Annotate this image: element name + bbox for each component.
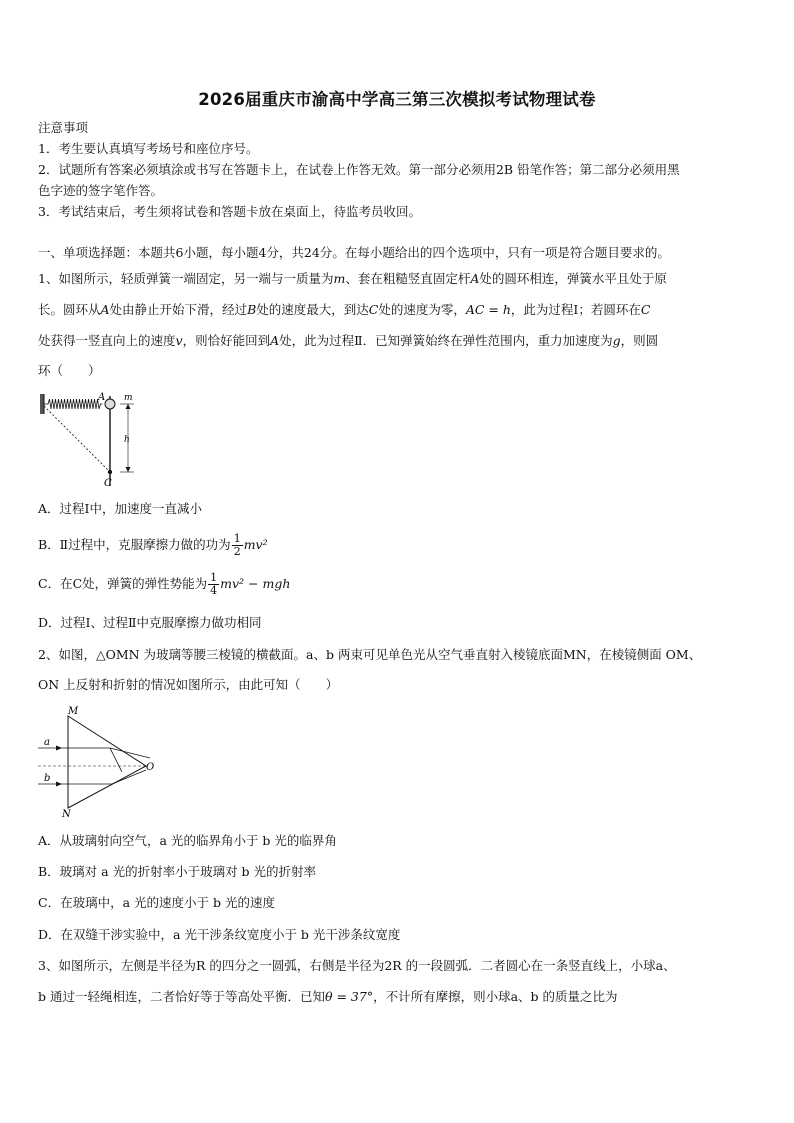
notice-item-2-cont: 色字迹的签字笔作答。	[38, 183, 164, 198]
q1-option-c: C．在C处，弹簧的弹性势能为 $\frac{1}{4}$ mv² − mgh	[38, 571, 291, 597]
q3-line-1: 3、如图所示，左侧是半径为R 的四分之一圆弧，右侧是半径为2R 的一段圆弧．二者圆心在一条竖直线上，小球a、	[38, 958, 676, 973]
notice-item-2: 2．试题所有答案必须填涂或书写在答题卡上，在试卷上作答无效。第一部分必须用2B 铅笔作答；第二部分必须用黑	[38, 162, 680, 177]
q3-line-2: b 通过一轻绳相连，二者恰好等于等高处平衡．已知θ = 37°，不计所有摩擦，则小球a、b 的质量之比为	[38, 989, 618, 1004]
q1-line-2: 长。圆环从A处由静止开始下滑，经过B处的速度最大，到达C处的速度为零，AC = h，此为过程Ⅰ；若圆环在C	[38, 302, 651, 317]
q1-line-1: 1、如图所示，轻质弹簧一端固定，另一端与一质量为m、套在粗糙竖直固定杆A处的圆环相连，弹簧水平且处于原	[38, 271, 667, 286]
section-heading: 一、单项选择题：本题共6小题，每小题4分，共24分。在每小题给出的四个选项中，只有一项是符合题目要求的。	[38, 245, 670, 260]
svg-text:N: N	[62, 809, 71, 818]
svg-text:C: C	[104, 478, 112, 489]
spring-shape	[44, 399, 103, 409]
q1-option-b: B．Ⅱ过程中，克服摩擦力做的功为 $\frac{1}{2}$ mv²	[38, 532, 268, 558]
q2-line-2: ON 上反射和折射的情况如图所示，由此可知（ ）	[38, 677, 339, 692]
q1-line-4: 环（ ）	[38, 363, 101, 378]
notice-item-1: 1．考生要认真填写考场号和座位序号。	[38, 141, 259, 156]
q1-spring-figure	[38, 390, 148, 492]
q1-line-3: 处获得一竖直向上的速度v，则恰好能回到A处，此为过程Ⅱ．已知弹簧始终在弹性范围内，重力加速度为g，则圆	[38, 333, 659, 348]
q2-line-1: 2、如图，△OMN 为玻璃等腰三棱镜的横截面。a、b 两束可见单色光从空气垂直射入棱镜底面MN，在棱镜侧面 OM、	[38, 647, 702, 662]
notice-item-3: 3．考试结束后，考生须将试卷和答题卡放在桌面上，待监考员收回。	[38, 204, 421, 219]
svg-text:h: h	[124, 435, 130, 445]
q1-option-a: A．过程Ⅰ中，加速度一直减小	[38, 501, 202, 516]
svg-text:A: A	[98, 392, 106, 403]
q2-option-b: B．玻璃对 a 光的折射率小于玻璃对 b 光的折射率	[38, 864, 317, 879]
q2-option-a: A．从玻璃射向空气，a 光的临界角小于 b 光的临界角	[38, 833, 337, 848]
q2-prism-figure	[38, 706, 158, 818]
notice-heading: 注意事项	[38, 120, 89, 135]
svg-text:b: b	[44, 773, 51, 784]
svg-text:M: M	[68, 706, 79, 717]
svg-text:m: m	[124, 393, 133, 403]
q2-option-c: C．在玻璃中，a 光的速度小于 b 光的速度	[38, 895, 275, 910]
svg-text:a: a	[44, 737, 50, 748]
q2-option-d: D．在双缝干涉实验中，a 光干涉条纹宽度小于 b 光干涉条纹宽度	[38, 927, 401, 942]
q1-option-d: D．过程Ⅰ、过程Ⅱ中克服摩擦力做功相同	[38, 615, 262, 630]
svg-text:O: O	[146, 762, 155, 773]
page-title: 2026届重庆市渝高中学高三第三次模拟考试物理试卷	[198, 90, 596, 109]
